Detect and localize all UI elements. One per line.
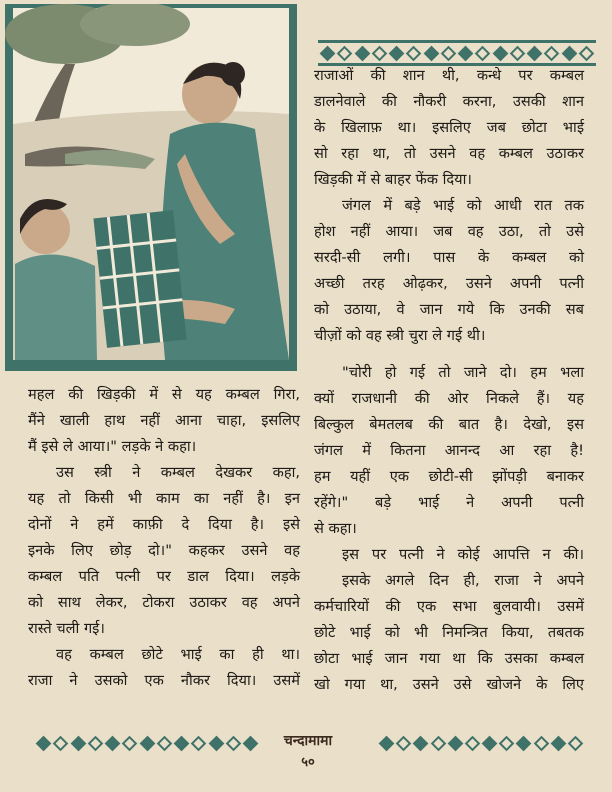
left-column-text [28, 382, 300, 694]
text-line: रास्ते चली गई। [28, 620, 105, 637]
text-line: खो गया था, उसने उसे खोजने के लिए [314, 676, 584, 693]
text-line: रहेंगे।" बड़े भाई ने अपनी पत्नी [314, 494, 584, 511]
text-line: को साथ लेकर, टोकरा उठाकर वह अपने [28, 594, 300, 611]
text-line: के खिलाफ़ था। इसलिए जब छोटा भाई [314, 119, 584, 136]
text-line: सो रहा था, तो उसने वह कम्बल उठाकर [314, 145, 584, 162]
bottom-right-ornament [381, 735, 581, 751]
text-line: इनके लिए छोड़ दो।" कहकर उसने वह [28, 542, 300, 559]
text-line: राजा ने उसको एक नौकर दिया। उसमें [28, 672, 300, 689]
text-line: खिड़की में से बाहर फेंक दिया। [314, 171, 472, 188]
magazine-title: चन्दामामा [283, 733, 333, 749]
text-line: मैं इसे ले आया।" लड़के ने कहा। [28, 438, 197, 455]
text-line: यह तो किसी भी काम का नहीं है। इन [28, 490, 300, 507]
text-line: उस स्त्री ने कम्बल देखकर कहा, [56, 464, 300, 481]
text-line: मैंने खाली हाथ नहीं आना चाहा, इसलिए [28, 412, 300, 429]
text-line: होश नहीं आया। जब वह उठा, तो उसे [314, 223, 584, 240]
right-column-bottom-text [314, 360, 584, 698]
bottom-left-ornament [38, 735, 256, 751]
text-line: जंगल में बड़े भाई को आधी रात तक [342, 197, 584, 214]
text-line: दोनों ने हमें काफ़ी दे दिया है। इसे [28, 516, 300, 533]
text-line: कम्बल पति पत्नी पर डाल दिया। लड़के [28, 568, 300, 585]
text-line: डालनेवाले की नौकरी करना, उसकी शान [314, 93, 584, 110]
text-line: अच्छी तरह ओढ़कर, उसने अपनी पत्नी [314, 275, 584, 292]
text-line: जंगल में कितना आनन्द आ रहा है! [314, 442, 584, 459]
story-illustration [5, 4, 297, 371]
text-line: से कहा। [314, 520, 357, 537]
text-line: को उठाया, वे जान गये कि उनकी सब [314, 301, 584, 318]
text-line: "चोरी हो गई तो जाने दो। हम भला [342, 364, 584, 381]
text-line: राजाओं की शान थी, कन्धे पर कम्बल [314, 67, 584, 84]
text-line: हम यहीं एक छोटी-सी झोंपड़ी बनाकर [314, 468, 584, 485]
text-line: छोटे भाई को भी निमन्त्रित किया, तबतक [314, 624, 584, 641]
text-line: वह कम्बल छोटे भाई का ही था। [56, 646, 300, 663]
text-line: इस पर पत्नी ने कोई आपत्ति न की। [342, 546, 584, 563]
text-line: क्यों राजधानी की ओर निकले हैं। यह [314, 390, 584, 407]
illustration-woman-boy-blanket-icon [5, 4, 297, 371]
text-line: बिल्कुल बेमतलब की बात है। देखो, इस [314, 416, 584, 433]
text-line: चीज़ों को वह स्त्री चुरा ले गई थी। [314, 327, 486, 344]
page-number: ५० [301, 755, 315, 770]
right-column-top-text [314, 63, 584, 349]
text-line: महल की खिड़की में से यह कम्बल गिरा, [28, 386, 300, 403]
text-line: सरदी-सी लगी। पास के कम्बल को [314, 249, 584, 266]
text-line: इसके अगले दिन ही, राजा ने अपने [342, 572, 584, 589]
text-line: कर्मचारियों की एक सभा बुलवायी। उसमें [314, 598, 584, 615]
text-line: छोटा भाई जान गया था कि उसका कम्बल [314, 650, 584, 667]
